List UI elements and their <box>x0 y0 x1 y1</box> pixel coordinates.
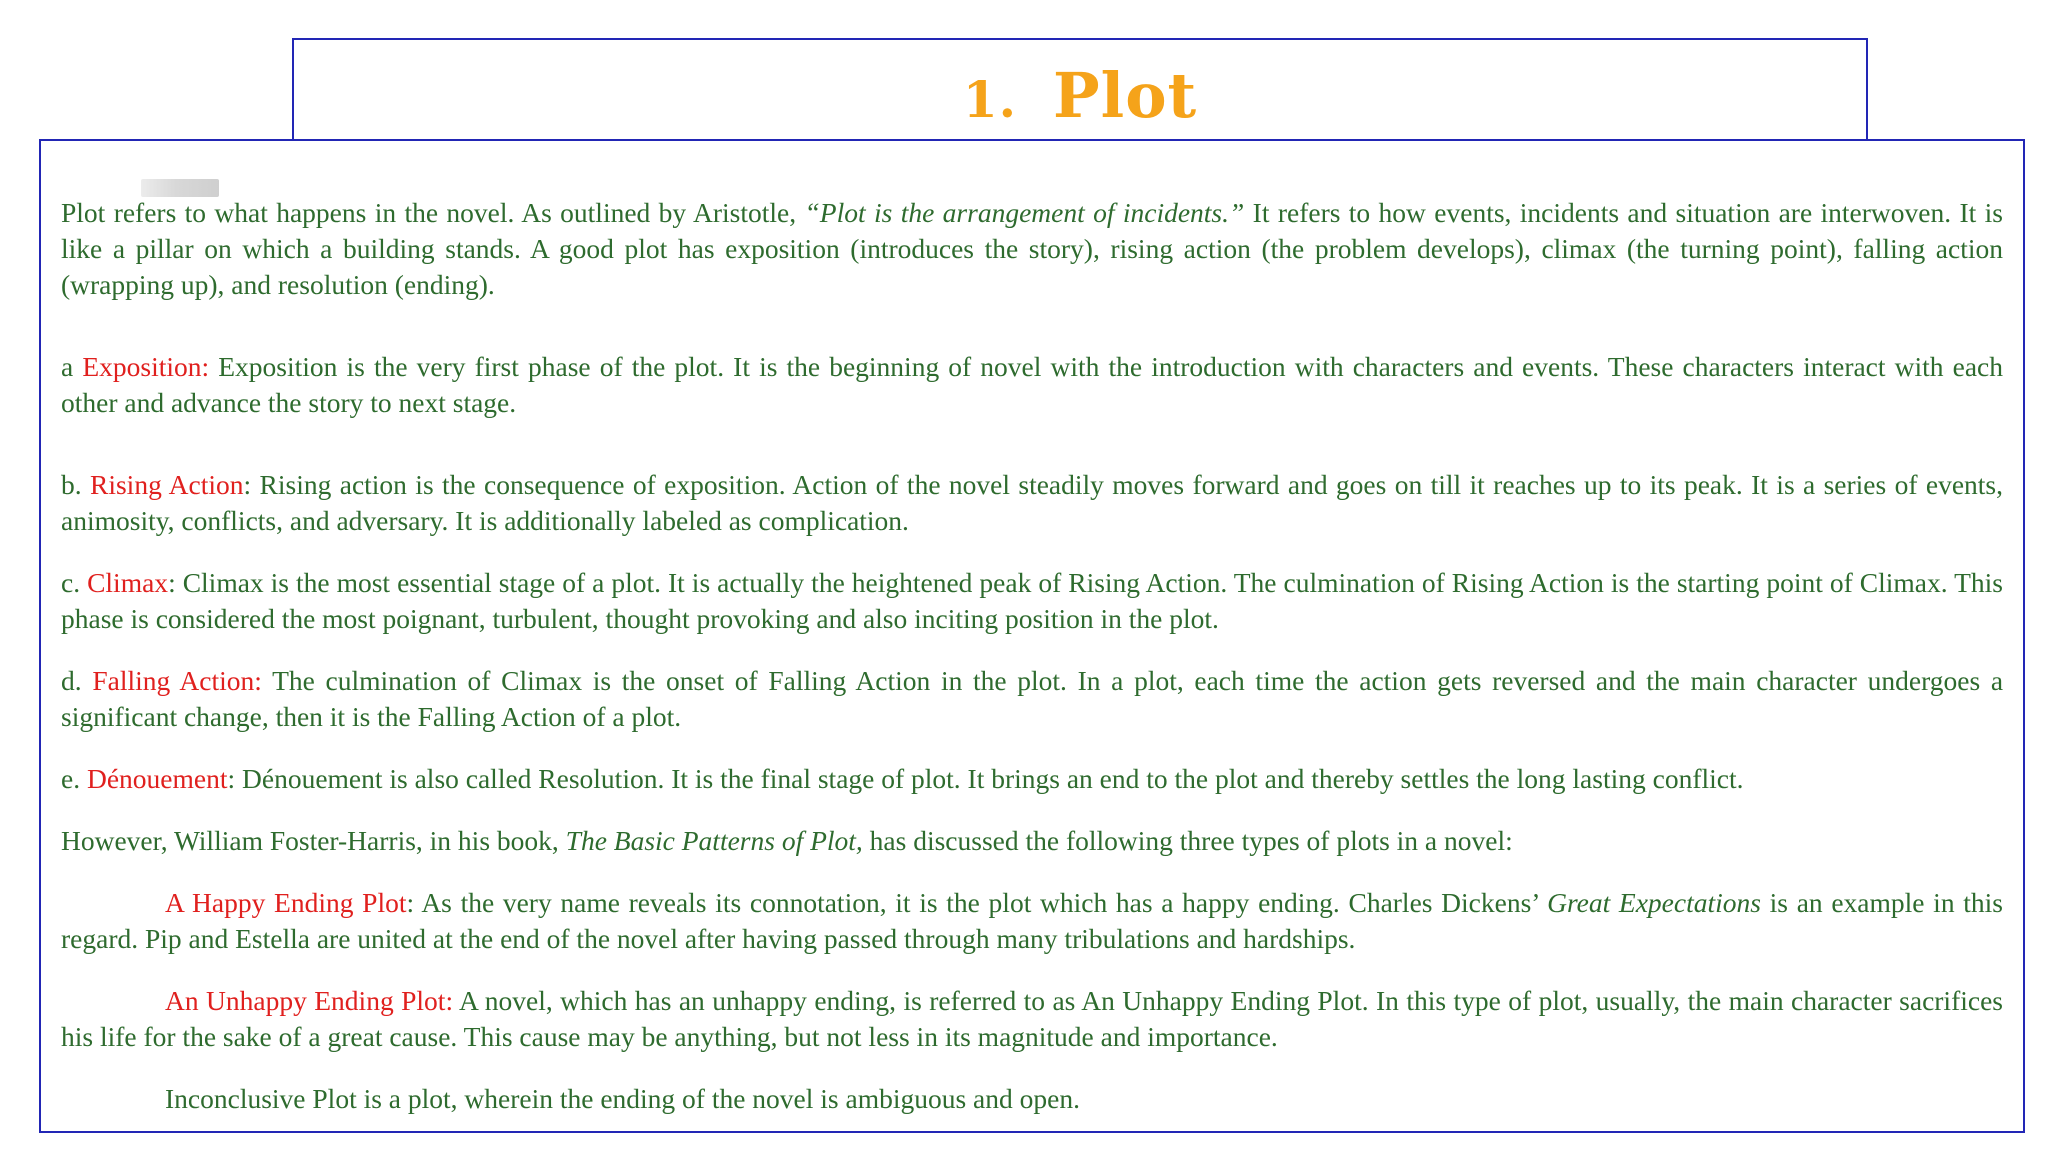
types-intro-text-cont: has discussed the following three types of plots in a novel: <box>862 825 1513 856</box>
stage-term: Climax <box>87 567 169 598</box>
content-box <box>39 139 2025 1133</box>
unhappy-ending-paragraph <box>61 983 2003 1055</box>
title-box <box>292 38 1868 142</box>
stage-exposition <box>61 349 2003 421</box>
stage-term: Exposition: <box>82 351 210 382</box>
intro-text: Plot refers to what happens in the novel. As outlined by Aristotle, <box>61 197 805 228</box>
aristotle-quote: “Plot is the arrangement of incidents.” <box>804 197 1245 228</box>
plot-type-text: : As the very name reveals its connotation, it is the plot which has a happy ending. Charles Dickens’ <box>406 887 1548 918</box>
stage-text: Exposition is the very first phase of the plot. It is the beginning of novel with the introduction with characters and events. These characters interact with each other and advance the story to next stage. <box>61 351 2003 418</box>
stage-rising-action <box>61 467 2003 539</box>
stage-text: The culmination of Climax is the onset of Falling Action in the plot. In a plot, each time the action gets reversed and the main character undergoes a significant change, then it is the Falling Action of a plot. <box>61 665 2004 732</box>
plot-type-term: An Unhappy Ending Plot: <box>165 985 454 1016</box>
types-intro-text: However, William Foster-Harris, in his book, <box>61 825 566 856</box>
intro-text-cont: It refers to how events, incidents and situation are interwoven. It is like a pillar on which a building stands. A good plot has exposition (introduces the story), rising action (the problem develops), climax (the turning point), falling action (wrapping up), and resolution (ending). <box>61 197 2003 300</box>
stage-text: : Dénouement is also called Resolution. It is the final stage of plot. It brings an end to the plot and thereby settles the long lasting conflict. <box>227 763 1744 794</box>
plot-type-term: A Happy Ending Plot <box>165 887 407 918</box>
stage-climax <box>61 565 2003 637</box>
stage-term: Rising Action <box>90 469 244 500</box>
book-title: Great Expectations <box>1547 887 1761 918</box>
page-title <box>294 56 1866 140</box>
book-title: The Basic Patterns of Plot, <box>565 825 863 856</box>
body-text <box>61 195 2003 1117</box>
stage-prefix: c. <box>61 567 88 598</box>
happy-ending-paragraph <box>61 885 2003 957</box>
stage-prefix: a <box>61 351 83 382</box>
section-number: 1. <box>962 70 1018 129</box>
stage-text: : Rising action is the consequence of exposition. Action of the novel steadily moves forward and goes on till it reaches up to its peak. It is a series of events, animosity, conflicts, and adversary. It is additionally labeled as complication. <box>61 469 2003 536</box>
stage-term: Dénouement <box>86 763 228 794</box>
inconclusive-paragraph <box>61 1081 2003 1117</box>
stage-prefix: e. <box>61 763 87 794</box>
plot-type-text: Inconclusive Plot is a plot, wherein the ending of the novel is ambiguous and open. <box>165 1083 1080 1114</box>
stage-denouement <box>61 761 2003 797</box>
stage-text: : Climax is the most essential stage of a plot. It is actually the heightened peak of Rising Action. The culmination of Rising Action is the starting point of Climax. This phase is considered the most poignant, turbulent, thought provoking and also inciting position in the plot. <box>61 567 2003 634</box>
stage-falling-action <box>61 663 2003 735</box>
stage-term: Falling Action: <box>92 665 262 696</box>
plot-type-text-cont: is an example in this regard. Pip and Estella are united at the end of the novel after having passed through many tribulations and hardships. <box>61 887 2003 954</box>
stage-prefix: b. <box>61 469 90 500</box>
intro-paragraph <box>61 195 2003 303</box>
types-intro-paragraph <box>61 823 2003 859</box>
plot-type-text: A novel, which has an unhappy ending, is referred to as An Unhappy Ending Plot. In this type of plot, usually, the main character sacrifices his life for the sake of a great cause. This cause may be anything, but not less in its magnitude and importance. <box>61 985 2003 1052</box>
stage-prefix: d. <box>61 665 93 696</box>
section-title: Plot <box>1053 59 1198 132</box>
